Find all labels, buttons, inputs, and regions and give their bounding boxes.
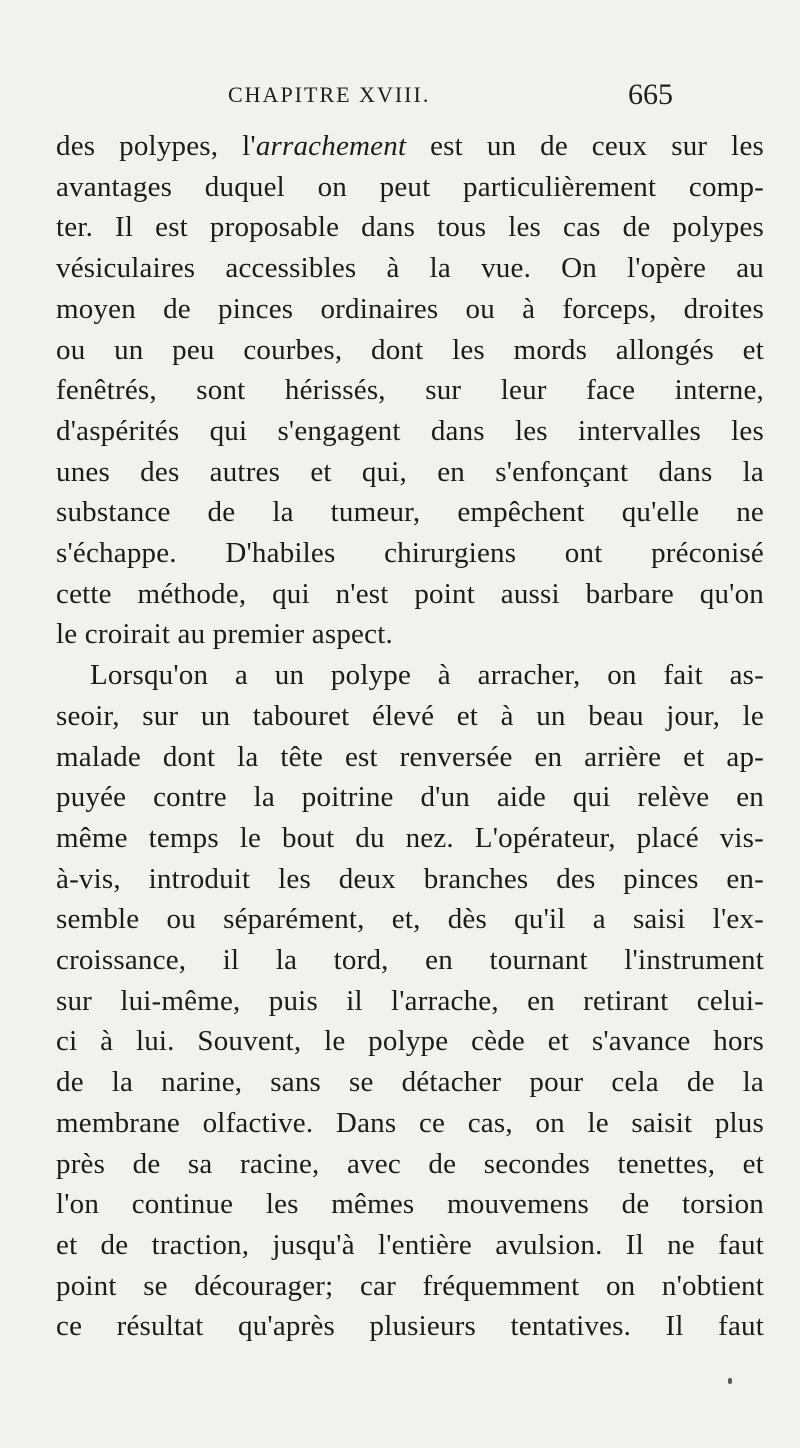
text-line: malade dont la tête est renversée en arrière et ap- [56,740,764,773]
text-line: vésiculaires accessibles à la vue. On l'opère au [56,252,764,285]
text-line: même temps le bout du nez. L'opérateur, placé vis- [56,821,764,854]
text-line: à-vis, introduit les deux branches des pinces en- [56,862,764,895]
text-line: semble ou séparément, et, dès qu'il a saisi l'ex- [56,903,764,936]
text-line: Lorsqu'on a un polype à arracher, on fait as- [90,659,764,692]
text-line: près de sa racine, avec de secondes tenettes, et [56,1147,764,1180]
running-header [0,78,800,118]
text-line: point se décourager; car fréquemment on n'obtient [56,1269,764,1302]
text-line [56,126,764,167]
text-line: ou un peu courbes, dont les mords allongés et [56,333,764,366]
ink-speck [728,1378,732,1384]
text-line: avantages duquel on peut particulièrement comp- [56,170,764,203]
text-line: d'aspérités qui s'engagent dans les intervalles les [56,414,764,447]
text-line: cette méthode, qui n'est point aussi barbare qu'on [56,577,764,610]
text-line: ce résultat qu'après plusieurs tentatives. Il faut [56,1310,764,1343]
body-text [56,126,764,1347]
chapter-heading: CHAPITRE XVIII. [228,82,431,107]
text-line: de la narine, sans se détacher pour cela de la [56,1066,764,1099]
text-line: sur lui-même, puis il l'arrache, en retirant celui- [56,984,764,1017]
text-line: et de traction, jusqu'à l'entière avulsion. Il ne faut [56,1228,764,1261]
text-line: ter. Il est proposable dans tous les cas de polypes [56,211,764,244]
text-line: unes des autres et qui, en s'enfonçant dans la [56,455,764,488]
text-segment: des polypes, l' [56,130,256,162]
text-line: ci à lui. Souvent, le polype cède et s'avance hors [56,1025,764,1058]
text-line: seoir, sur un tabouret élevé et à un beau jour, le [56,699,764,732]
text-line: puyée contre la poitrine d'un aide qui relève en [56,781,764,814]
text-line: s'échappe. D'habiles chirurgiens ont préconisé [56,537,764,570]
text-line: fenêtrés, sont hérissés, sur leur face interne, [56,374,764,407]
text-line: le croirait au premier aspect. [56,618,393,651]
italic-term: arrachement [255,130,407,162]
text-segment: est un de ceux sur les [406,130,764,162]
text-line: moyen de pinces ordinaires ou à forceps, droites [56,292,764,325]
text-line: l'on continue les mêmes mouvemens de torsion [56,1188,764,1221]
text-line: substance de la tumeur, empêchent qu'elle ne [56,496,764,529]
text-line: croissance, il la tord, en tournant l'instrument [56,944,764,977]
text-line: membrane olfactive. Dans ce cas, on le saisit plus [56,1106,764,1139]
page-number: 665 [628,78,673,111]
